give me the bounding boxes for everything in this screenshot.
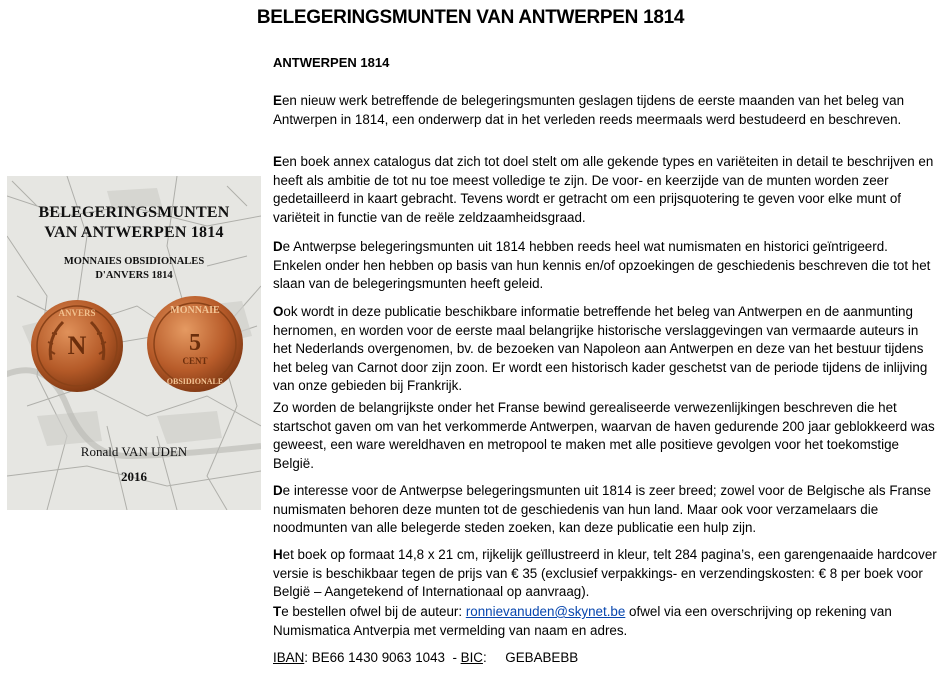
paragraph-8: [273, 603, 937, 640]
paragraph-6-initial: D: [273, 483, 283, 498]
coin-reverse-image: [145, 294, 245, 394]
cover-subtitle-line1: MONNAIES OBSIDIONALES: [63, 256, 205, 267]
paragraph-2-text: en boek annex catalogus dat zich tot doel stelt om alle gekende types en variëteiten in detail te beschrijven en heeft als ambitie de tot nu toe meest volledige te zijn. De voor- en keerzijde van de munten worden zeer gedetailleerd in kaart gebracht. Tevens wordt er getracht om een prijsquotering te geven voor elke munt of variëteit in functie van de reële zeldzaamheidsgraad.: [273, 154, 934, 225]
page-title: BELEGERINGSMUNTEN VAN ANTWERPEN 1814: [256, 7, 685, 28]
paragraph-3-initial: D: [273, 239, 283, 254]
paragraph-8-text-before: e bestellen ofwel bij de auteur:: [281, 604, 466, 619]
cover-author: Ronald VAN UDEN: [80, 444, 188, 459]
paragraph-6-text: e interesse voor de Antwerpse belegeringsmunten uit 1814 is zeer breed; zowel voor de Belgische als Franse numismaten behoren deze munten tot de geschiedenis van hun land. Maar ook voor verzamelaars die noodmunten van alle belegerde steden zoeken, kan deze publicatie een hulp zijn.: [273, 483, 931, 535]
book-cover-image: [7, 176, 261, 510]
coin-left-legend: ANVERS: [58, 308, 96, 318]
coin-obverse-image: [29, 298, 125, 394]
paragraph-1-initial: E: [273, 93, 282, 108]
paragraph-5: Zo worden de belangrijkste onder het Franse bewind gerealiseerde verwezenlijkingen beschreven die het startschot gaven om van het verkommerde Antwerpen, waarvan de haven gedurende 200 jaar geblokkeerd was geweest, een ware wereldhaven en metropool te maken met alle positieve gevolgen voor het toekomstige België.: [273, 400, 935, 471]
iban-value: : BE66 1430 9063 1043: [304, 650, 445, 665]
cover-year: 2016: [121, 469, 147, 484]
paragraph-2-initial: E: [273, 154, 282, 169]
paragraph-1: [273, 92, 937, 129]
paragraph-3: [273, 238, 937, 294]
paragraph-7-text: et boek op formaat 14,8 x 21 cm, rijkelijk geïllustreerd in kleur, telt 284 pagina’s, een garengenaaide hardcover versie is beschikbaar tegen de prijs van € 35 (exclusief verpakkings- en verzendingskosten: € 8 per boek voor België – Aangetekend of Internationaal op aanvraag).: [273, 547, 937, 599]
coin-right-unit: CENT: [182, 356, 208, 366]
paragraph-7: [273, 546, 937, 602]
bank-details: [273, 649, 937, 668]
paragraph-6: [273, 482, 937, 538]
paragraph-1-text: en nieuw werk betreffende de belegeringsmunten geslagen tijdens de eerste maanden van het beleg van Antwerpen in 1814, een onderwerp dat in het verleden reeds meermaals werd bestudeerd en beschreven.: [273, 93, 905, 127]
cover-title-line2: VAN ANTWERPEN 1814: [44, 224, 224, 241]
paragraph-7-initial: H: [273, 547, 283, 562]
cover-subtitle-line2: D'ANVERS 1814: [95, 270, 173, 281]
paragraph-8-initial: T: [273, 604, 282, 619]
paragraph-4-initial: O: [273, 304, 284, 319]
iban-label: IBAN: [273, 650, 305, 665]
coin-right-top: MONNAIE: [170, 305, 220, 316]
author-email-link[interactable]: ronnievanuden@skynet.be: [465, 604, 626, 619]
paragraph-4-text: ok wordt in deze publicatie beschikbare informatie betreffende het beleg van Antwerpen en de aanmunting hernomen, en worden voor de eerste maal belangrijke historische verslaggevingen van vermaarde auteurs in het Nederlands overgenomen, bv. de bezoeken van Napoleon aan Antwerpen en deze van het bestuur tijdens het beleg van Carnot door zijn zoon. Er wordt een historisch kader geschetst van de periode tijdens de inlijving van onze gebieden bij Frankrijk.: [273, 304, 928, 393]
coin-right-bottom: OBSIDIONALE: [166, 377, 224, 386]
paragraph-3-text: e Antwerpse belegeringsmunten uit 1814 hebben reeds heel wat numismaten en historici geïntrigeerd. Enkelen onder hen hebben op basis van hun kennis en/of opzoekingen de geschiedenis beschreven die tot het slaan van de belegeringsmunten heeft geleid.: [273, 239, 931, 291]
bic-label: BIC: [460, 650, 483, 665]
coin-left-letter: N: [67, 331, 87, 360]
paragraph-8-text-after: ofwel via een overschrijving op rekening van Numismatica Antverpia met vermelding van naam en adres.: [273, 604, 892, 638]
bic-value: : GEBABEBB: [482, 650, 579, 665]
coin-right-value: 5: [189, 330, 201, 356]
paragraph-2: [273, 153, 937, 227]
section-heading: ANTWERPEN 1814: [273, 55, 390, 70]
paragraph-4: [273, 303, 937, 396]
bank-separator: -: [452, 650, 461, 665]
cover-title-line1: BELEGERINGSMUNTEN: [38, 204, 230, 221]
